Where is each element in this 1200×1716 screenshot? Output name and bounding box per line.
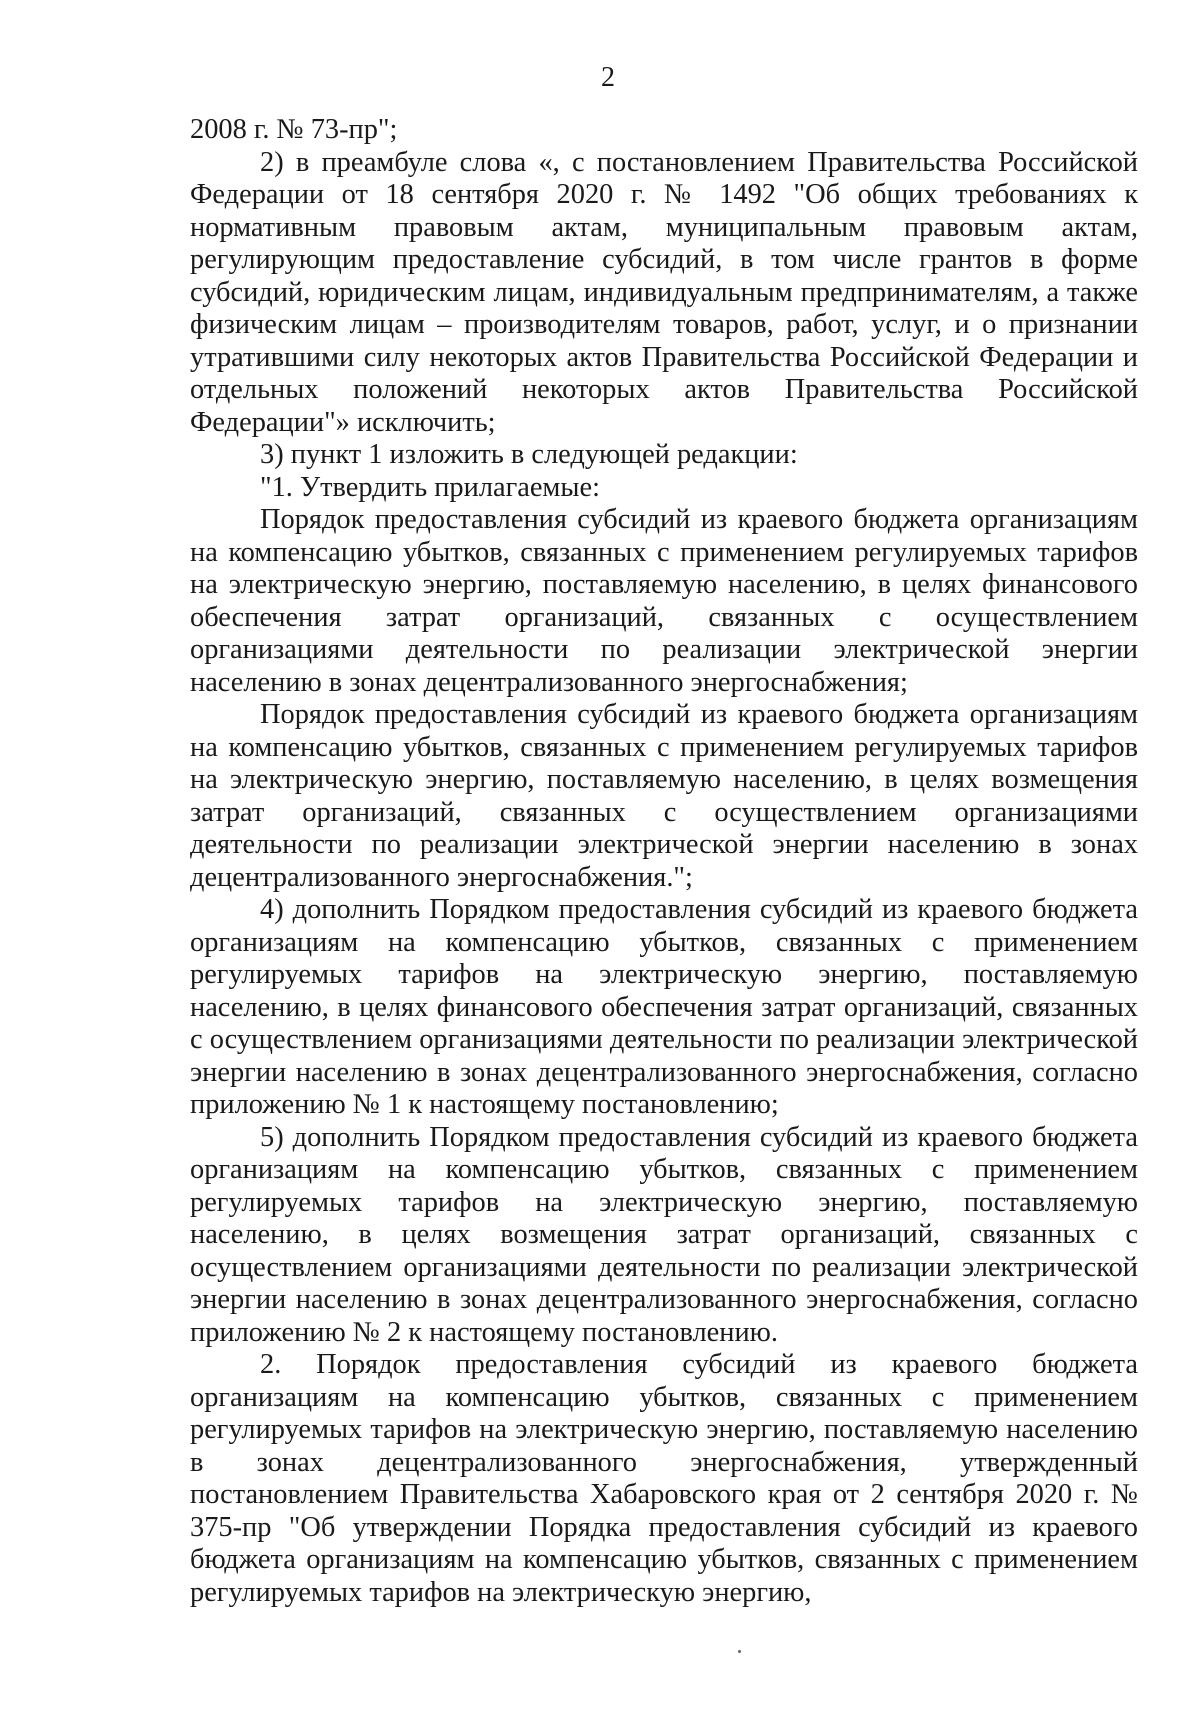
paragraph-item-3: 3) пункт 1 изложить в следующей редакции: — [260, 439, 798, 470]
paragraph-item-4: 4) дополнить Порядком предоставления субсидий из краевого бюджета организациям на компенсацию убытков, связанных с применением регулируемых тарифов на электрическую энергию, поставляемую населению, в целях финансового обеспечения затрат организаций, связанных с осуществлением организациями деятельности по реализации электрической энергии населению в зонах децентрализованного энергоснабжения, согласно приложению № 1 к настоящему постановлению; — [190, 894, 1138, 1120]
paragraph-approve-intro: "1. Утвердить прилагаемые: — [260, 471, 600, 503]
paragraph-item-5: 5) дополнить Порядком предоставления субсидий из краевого бюджета организациям на компенсацию убытков, связанных с применением регулируемых тарифов на электрическую энергию, поставляемую населению, в целях возмещения затрат организаций, связанных с осуществлением организациями деятельности по реализации электрической энергии населению в зонах децентрализованного энергоснабжения, согласно приложению № 2 к настоящему постановлению. — [190, 1121, 1138, 1348]
page-number: 2 — [601, 62, 615, 93]
scan-speck — [738, 1650, 741, 1653]
paragraph-section-2: 2. Порядок предоставления субсидий из краевого бюджета организациям на компенсацию убытков, связанных с применением регулируемых тарифов на электрическую энергию, поставляемую населению в зонах децентрализованного энергоснабжения, утвержденный постановлением Правительства Хабаровского края от 2 сентября 2020 г. № 375-пр "Об утверждении Порядка предоставления субсидий из краевого бюджета организациям на компенсацию убытков, связанных с применением регулируемых тарифов на электрическую энергию, — [190, 1349, 1138, 1608]
paragraph-procedure-reimbursement: Порядок предоставления субсидий из краевого бюджета организациям на компенсацию убытков, связанных с применением регулируемых тарифов на электрическую энергию, поставляемую населению, в целях возмещения затрат организаций, связанных с осуществлением организациями деятельности по реализации электрической энергии населению в зонах децентрализованного энергоснабжения."; — [190, 699, 1138, 893]
paragraph-procedure-financial-support: Порядок предоставления субсидий из краевого бюджета организациям на компенсацию убытков, связанных с применением регулируемых тарифов на электрическую энергию, поставляемую населению, в целях финансового обеспечения затрат организаций, связанных с осуществлением организациями деятельности по реализации электрической энергии населению в зонах децентрализованного энергоснабжения; — [190, 504, 1138, 698]
paragraph-item-2-preamble: 2) в преамбуле слова «, с постановлением Правительства Российской Федерации от 18 сентября 2020 г. № 1492 "Об общих требованиях к нормативным правовым актам, муниципальным правовым актам, регулирующим предоставление субсидий, в том числе грантов в форме субсидий, юридическим лицам, индивидуальным предпринимателям, а также физическим лицам – производителям товаров, работ, услуг, и о признании утратившими силу некоторых актов Правительства Российской Федерации и отдельных положений некоторых актов Правительства Российской Федерации"» исключить; — [190, 146, 1138, 438]
document-body — [190, 114, 1138, 1609]
paragraph-continuation: 2008 г. № 73-пр"; — [190, 114, 398, 145]
